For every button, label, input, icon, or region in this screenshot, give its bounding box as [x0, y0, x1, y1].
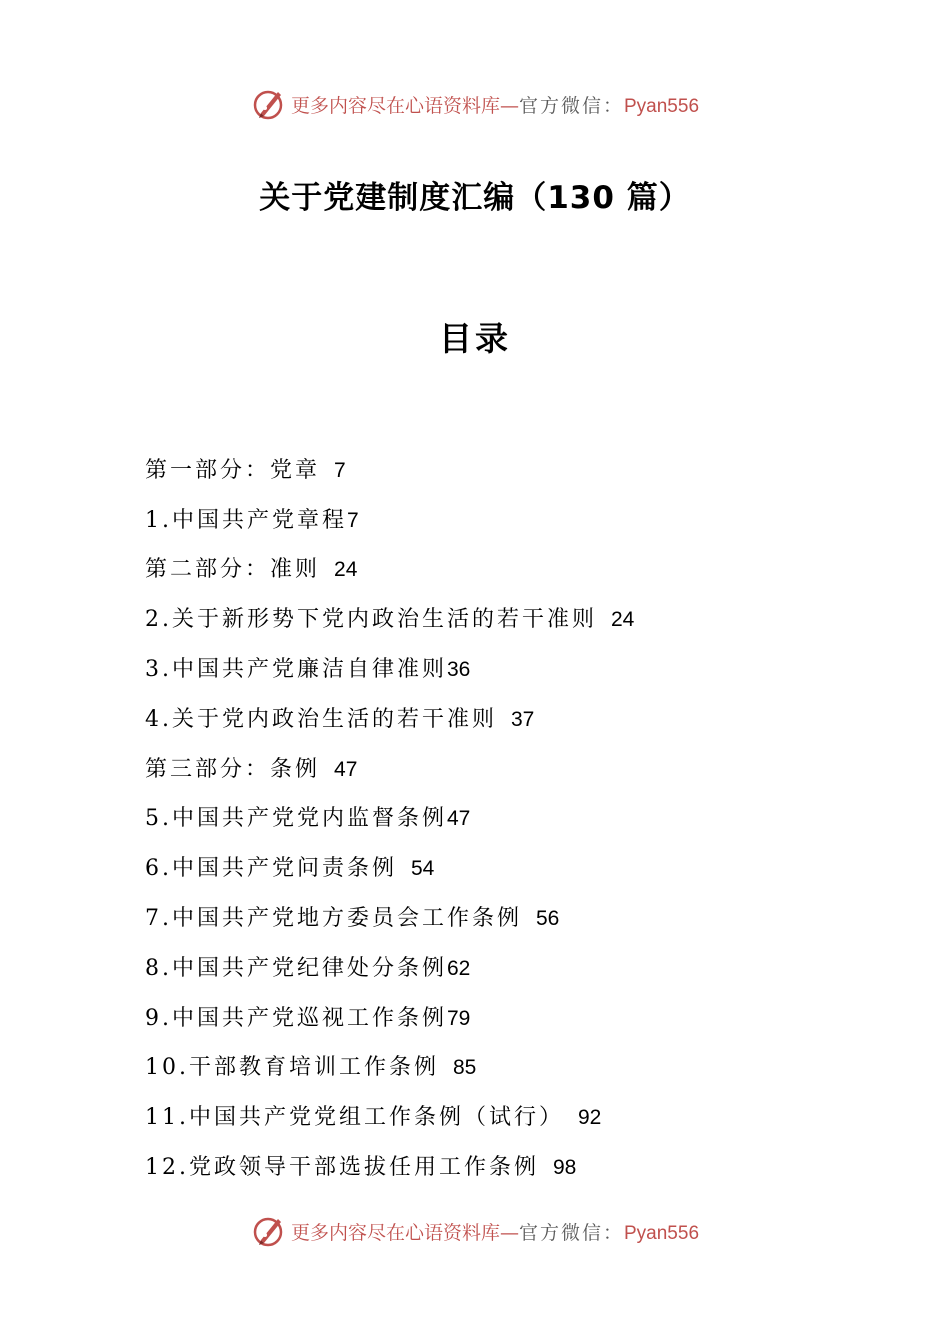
toc-entry-title: 1.中国共产党章程 — [145, 507, 347, 533]
toc-entry-title: 6.中国共产党问责条例 — [145, 856, 397, 882]
toc-entry-page: 47 — [334, 757, 358, 781]
toc-entry-page: 36 — [447, 658, 471, 682]
banner-text — [291, 91, 699, 118]
toc-entry[interactable] — [145, 994, 865, 1044]
toc-entry[interactable] — [145, 446, 865, 496]
toc-entry-page: 85 — [453, 1056, 477, 1080]
banner-main-text: 更多内容尽在心语资料库 — [290, 1221, 500, 1244]
table-of-contents — [145, 446, 865, 1193]
toc-entry[interactable] — [145, 1143, 865, 1193]
banner-wechat-id: Pyan556 — [624, 1222, 700, 1244]
toc-entry-title: 第二部分：准则 — [145, 557, 321, 583]
toc-entry-title: 2.关于新形势下党内政治生活的若干准则 — [145, 607, 597, 633]
footer-banner — [0, 1211, 950, 1251]
toc-entry-title: 10.干部教育培训工作条例 — [145, 1055, 439, 1081]
toc-entry[interactable] — [145, 546, 865, 596]
toc-entry-page: 7 — [347, 508, 359, 532]
banner-text — [291, 1218, 699, 1245]
toc-entry[interactable] — [145, 1044, 865, 1094]
toc-entry[interactable] — [145, 894, 865, 944]
toc-entry-title: 9.中国共产党巡视工作条例 — [145, 1005, 447, 1031]
pen-circle-logo-icon — [251, 1213, 287, 1249]
toc-entry-page: 54 — [411, 857, 435, 881]
toc-entry[interactable] — [145, 496, 865, 546]
toc-entry-title: 8.中国共产党纪律处分条例 — [145, 955, 447, 981]
toc-entry-title: 3.中国共产党廉洁自律准则 — [145, 657, 447, 683]
document-title: 关于党建制度汇编（130 篇） — [259, 180, 691, 216]
banner-sub-text: 官方微信： — [518, 1221, 624, 1244]
toc-entry[interactable] — [145, 844, 865, 894]
toc-heading: 目录 — [439, 319, 511, 358]
toc-entry-title: 第三部分：条例 — [145, 756, 321, 782]
toc-entry-page: 7 — [334, 458, 346, 482]
toc-entry[interactable] — [145, 645, 865, 695]
toc-entry-page: 24 — [611, 608, 635, 632]
toc-entry[interactable] — [145, 795, 865, 845]
header-banner — [0, 84, 950, 124]
toc-entry-page: 62 — [447, 956, 471, 980]
banner-main-text: 更多内容尽在心语资料库 — [290, 94, 500, 117]
toc-entry-title: 5.中国共产党党内监督条例 — [145, 806, 447, 832]
toc-entry-title: 12.党政领导干部选拔任用工作条例 — [145, 1155, 539, 1181]
toc-entry-page: 56 — [536, 907, 560, 931]
toc-entry-page: 37 — [511, 707, 535, 731]
toc-entry[interactable] — [145, 944, 865, 994]
toc-entry[interactable] — [145, 745, 865, 795]
toc-entry-page: 98 — [553, 1156, 577, 1180]
toc-entry[interactable] — [145, 595, 865, 645]
toc-entry-page: 79 — [447, 1006, 471, 1030]
toc-entry-page: 47 — [447, 807, 471, 831]
toc-entry-page: 92 — [578, 1106, 602, 1130]
toc-entry-title: 7.中国共产党地方委员会工作条例 — [145, 906, 522, 932]
banner-sub-text: 官方微信： — [518, 94, 624, 117]
banner-wechat-id: Pyan556 — [624, 95, 700, 117]
toc-entry-title: 第一部分：党章 — [145, 457, 321, 483]
toc-entry-title: 4.关于党内政治生活的若干准则 — [145, 706, 497, 732]
banner-dash: — — [499, 1221, 519, 1244]
toc-entry[interactable] — [145, 1093, 865, 1143]
toc-entry-title: 11.中国共产党党组工作条例（试行） — [145, 1105, 564, 1131]
pen-circle-logo-icon — [251, 86, 287, 122]
toc-entry-page: 24 — [334, 558, 358, 582]
toc-entry[interactable] — [145, 695, 865, 745]
banner-dash: — — [499, 94, 519, 117]
